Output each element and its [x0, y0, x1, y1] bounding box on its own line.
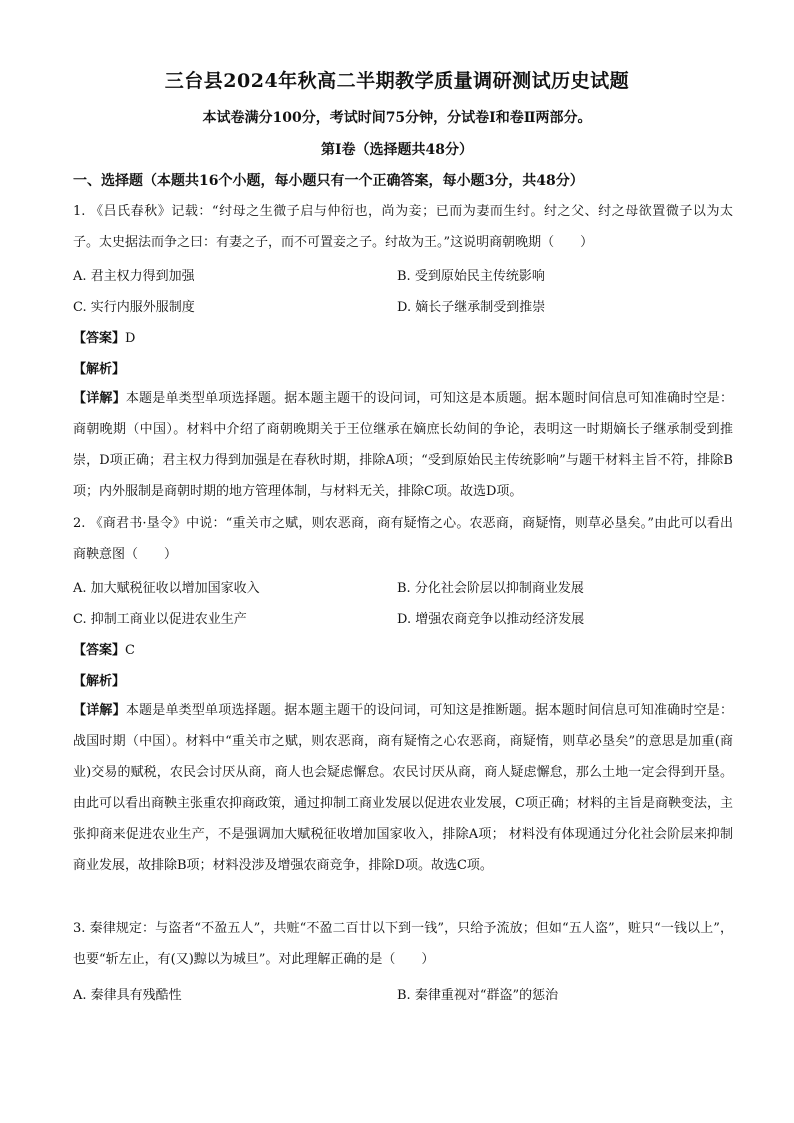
answer-value: D — [125, 331, 136, 346]
detail-label: 【详解】 — [73, 391, 126, 406]
detail-text: 本题是单类型单项选择题。据本题主题干的设问词，可知这是本质题。据本题时间信息可知准确时空是：商朝晚期（中国）。材料中介绍了商朝晚期关于王位继承在嫡庶长幼间的争论，表明这一时期嫡长子继承制受到推崇，D项正确；君主权力得到加强是在春秋时期，排除A项；“受到原始民主传统影响”与题干材料主旨不符，排除B项；内外服制是商朝时期的地方管理体制，与材料无关，排除C项。故选D项。 — [73, 391, 733, 499]
analysis-label: 【解析】 — [73, 674, 126, 689]
volume-heading: 第Ⅰ卷（选择题共48分） — [320, 142, 474, 158]
question-1-option-d: D. 嫡长子继承制受到推崇 — [397, 300, 546, 315]
question-1-option-c: C. 实行内服外服制度 — [73, 300, 195, 315]
exam-subtitle: 本试卷满分100分，考试时间75分钟，分试卷Ⅰ和卷Ⅱ两部分。 — [202, 110, 592, 126]
question-2-option-d: D. 增强农商竞争以推动经济发展 — [397, 612, 585, 627]
question-1-option-b: B. 受到原始民主传统影响 — [397, 269, 545, 284]
question-1-stem: 1. 《吕氏春秋》记载：“纣母之生微子启与仲衍也，尚为妾；已而为妻而生纣。纣之父、纣之母欲置微子以为太子。太史据法而争之曰：有妻之子，而不可置妾之子。纣故为王。”这说明商朝晚期（ ） — [73, 204, 733, 250]
answer-value: C — [125, 643, 135, 658]
question-3-option-b: B. 秦律重视对“群盗”的惩治 — [397, 988, 559, 1003]
question-2-option-b: B. 分化社会阶层以抑制商业发展 — [397, 581, 584, 596]
question-2-option-a: A. 加大赋税征收以增加国家收入 — [73, 581, 260, 596]
question-3-option-a: A. 秦律具有残酷性 — [73, 988, 182, 1003]
analysis-label: 【解析】 — [73, 362, 126, 377]
question-1-answer — [73, 327, 135, 346]
answer-label: 【答案】 — [73, 643, 126, 658]
question-2-answer — [73, 639, 135, 658]
exam-title: 三台县2024年秋高二半期教学质量调研测试历史试题 — [164, 70, 630, 92]
question-1-detail — [73, 383, 733, 507]
answer-label: 【答案】 — [73, 331, 126, 346]
question-3-stem: 3. 秦律规定：与盗者“不盈五人”，共赃“不盈二百廿以下到一钱”，只给予流放；但如“五人盗”，赃只“一钱以上”，也要“斩左止，有(又)黥以为城旦”。对此理解正确的是（ ） — [73, 921, 733, 967]
question-2-detail — [73, 695, 733, 881]
question-2-option-c: C. 抑制工商业以促进农业生产 — [73, 612, 247, 627]
section-heading: 一、选择题（本题共16个小题，每小题只有一个正确答案，每小题3分，共48分） — [73, 173, 584, 189]
question-2-analysis-label — [73, 670, 125, 689]
question-1-analysis-label — [73, 358, 125, 377]
question-2-stem: 2. 《商君书·垦令》中说：“重关市之赋，则农恶商，商有疑惰之心。农恶商，商疑惰，则草必垦矣。”由此可以看出商鞅意图（ ） — [73, 516, 733, 562]
question-1-option-a: A. 君主权力得到加强 — [73, 269, 195, 284]
detail-label: 【详解】 — [73, 703, 126, 718]
detail-text: 本题是单类型单项选择题。据本题主题干的设问词，可知这是推断题。据本题时间信息可知准确时空是：战国时期（中国）。材料中“重关市之赋，则农恶商，商有疑惰之心农恶商，商疑惰，则草必垦矣”的意思是加重(商业)交易的赋税，农民会讨厌从商，商人也会疑虑懈怠。农民讨厌从商，商人疑虑懈怠，那么土地一定会得到开垦。由此可以看出商鞅主张重农抑商政策，通过抑制工商业发展以促进农业发展，C项正确；材料的主旨是商鞅变法，主张抑商来促进农业生产，不是强调加大赋税征收增加国家收入，排除A项； 材料没有体现通过分化社会阶层来抑制商业发展，故排除B项；材料没涉及增强农商竞争，排除D项。故选C项。 — [73, 703, 733, 873]
